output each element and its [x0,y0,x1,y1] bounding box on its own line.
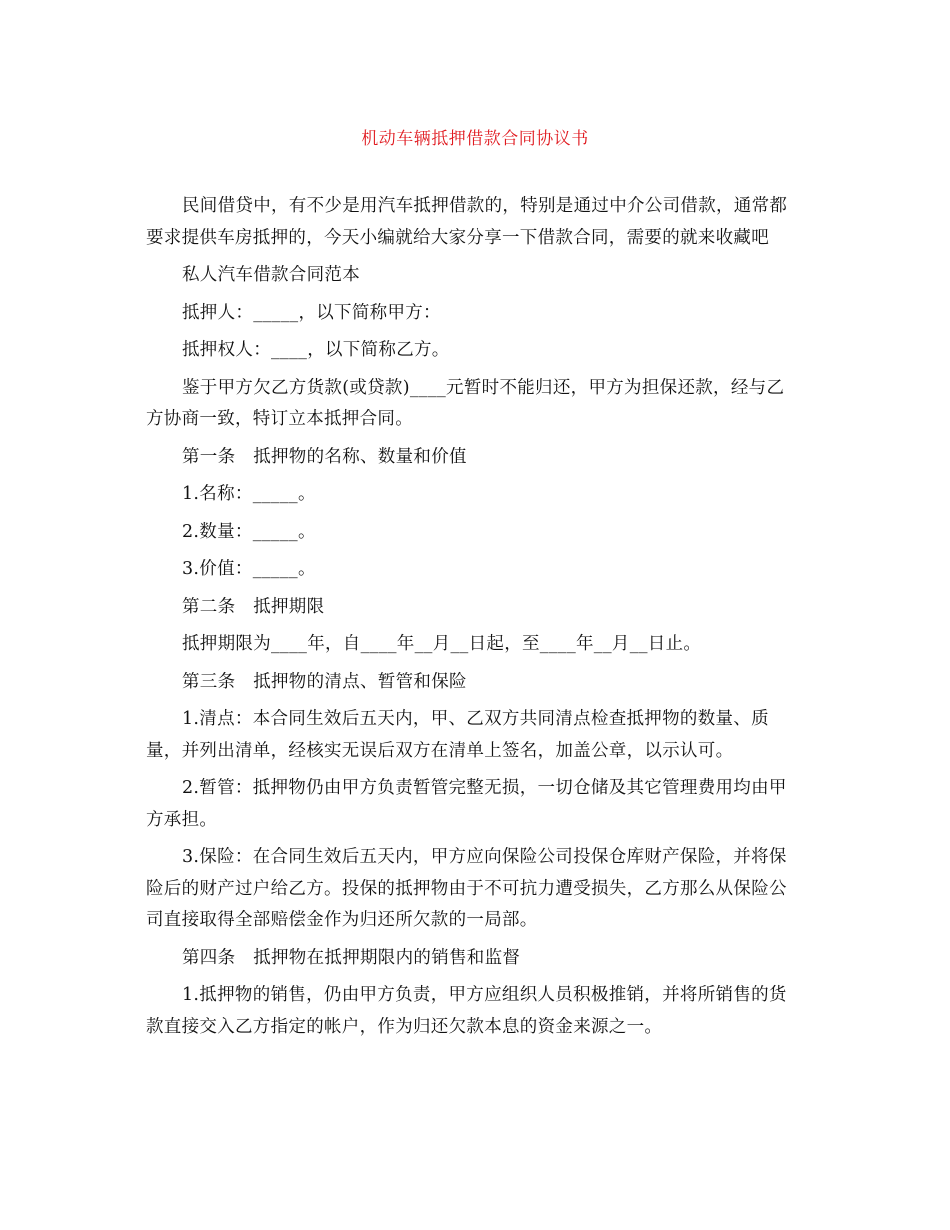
mortgagee-line: 抵押权人：____，以下简称乙方。 [182,340,450,360]
article-3-heading: 第三条 抵押物的清点、暂管和保险 [182,671,467,692]
document-body [146,191,802,1049]
article-1-item-value: 3.价值：_____。 [182,559,316,579]
mortgagor-line: 抵押人：_____，以下简称甲方： [182,302,441,323]
intro-paragraph: 民间借贷中，有不少是用汽车抵押借款的，特别是通过中介公司借款，通常都要求提供车房抵押的，今天小编就给大家分享一下借款合同，需要的就来收藏吧 [146,196,788,248]
article-4-heading: 第四条 抵押物在抵押期限内的销售和监督 [182,947,521,968]
article-1-heading: 第一条 抵押物的名称、数量和价值 [182,446,467,467]
contract-template-heading: 私人汽车借款合同范本 [182,265,360,285]
document-title: 机动车辆抵押借款合同协议书 [361,129,589,149]
article-4-item-sales: 1.抵押物的销售，仍由甲方负责，甲方应组织人员积极推销，并将所销售的货款直接交入乙方指定的帐户，作为归还欠款本息的资金来源之一。 [146,985,787,1037]
article-3-item-inventory: 1.清点：本合同生效后五天内，甲、乙双方共同清点检查抵押物的数量、质量，并列出清单，经核实无误后双方在清单上签名，加盖公章，以示认可。 [146,709,769,761]
article-3-item-insurance: 3.保险：在合同生效后五天内，甲方应向保险公司投保仓库财产保险，并将保险后的财产过户给乙方。投保的抵押物由于不可抗力遭受损失，乙方那么从保险公司直接取得全部赔偿金作为归还所欠款的一局部。 [146,847,787,930]
recital-paragraph: 鉴于甲方欠乙方货款(或贷款)____元暂时不能归还，甲方为担保还款，经与乙方协商一致，特订立本抵押合同。 [146,377,785,429]
article-3-item-custody: 2.暂管：抵押物仍由甲方负责暂管完整无损，一切仓储及其它管理费用均由甲方承担。 [146,778,787,830]
article-1-item-quantity: 2.数量：_____。 [182,521,316,542]
article-2-term: 抵押期限为____年，自____年__月__日起，至____年__月__日止。 [182,634,702,654]
article-1-item-name: 1.名称：_____。 [182,484,316,504]
article-2-heading: 第二条 抵押期限 [182,596,325,617]
